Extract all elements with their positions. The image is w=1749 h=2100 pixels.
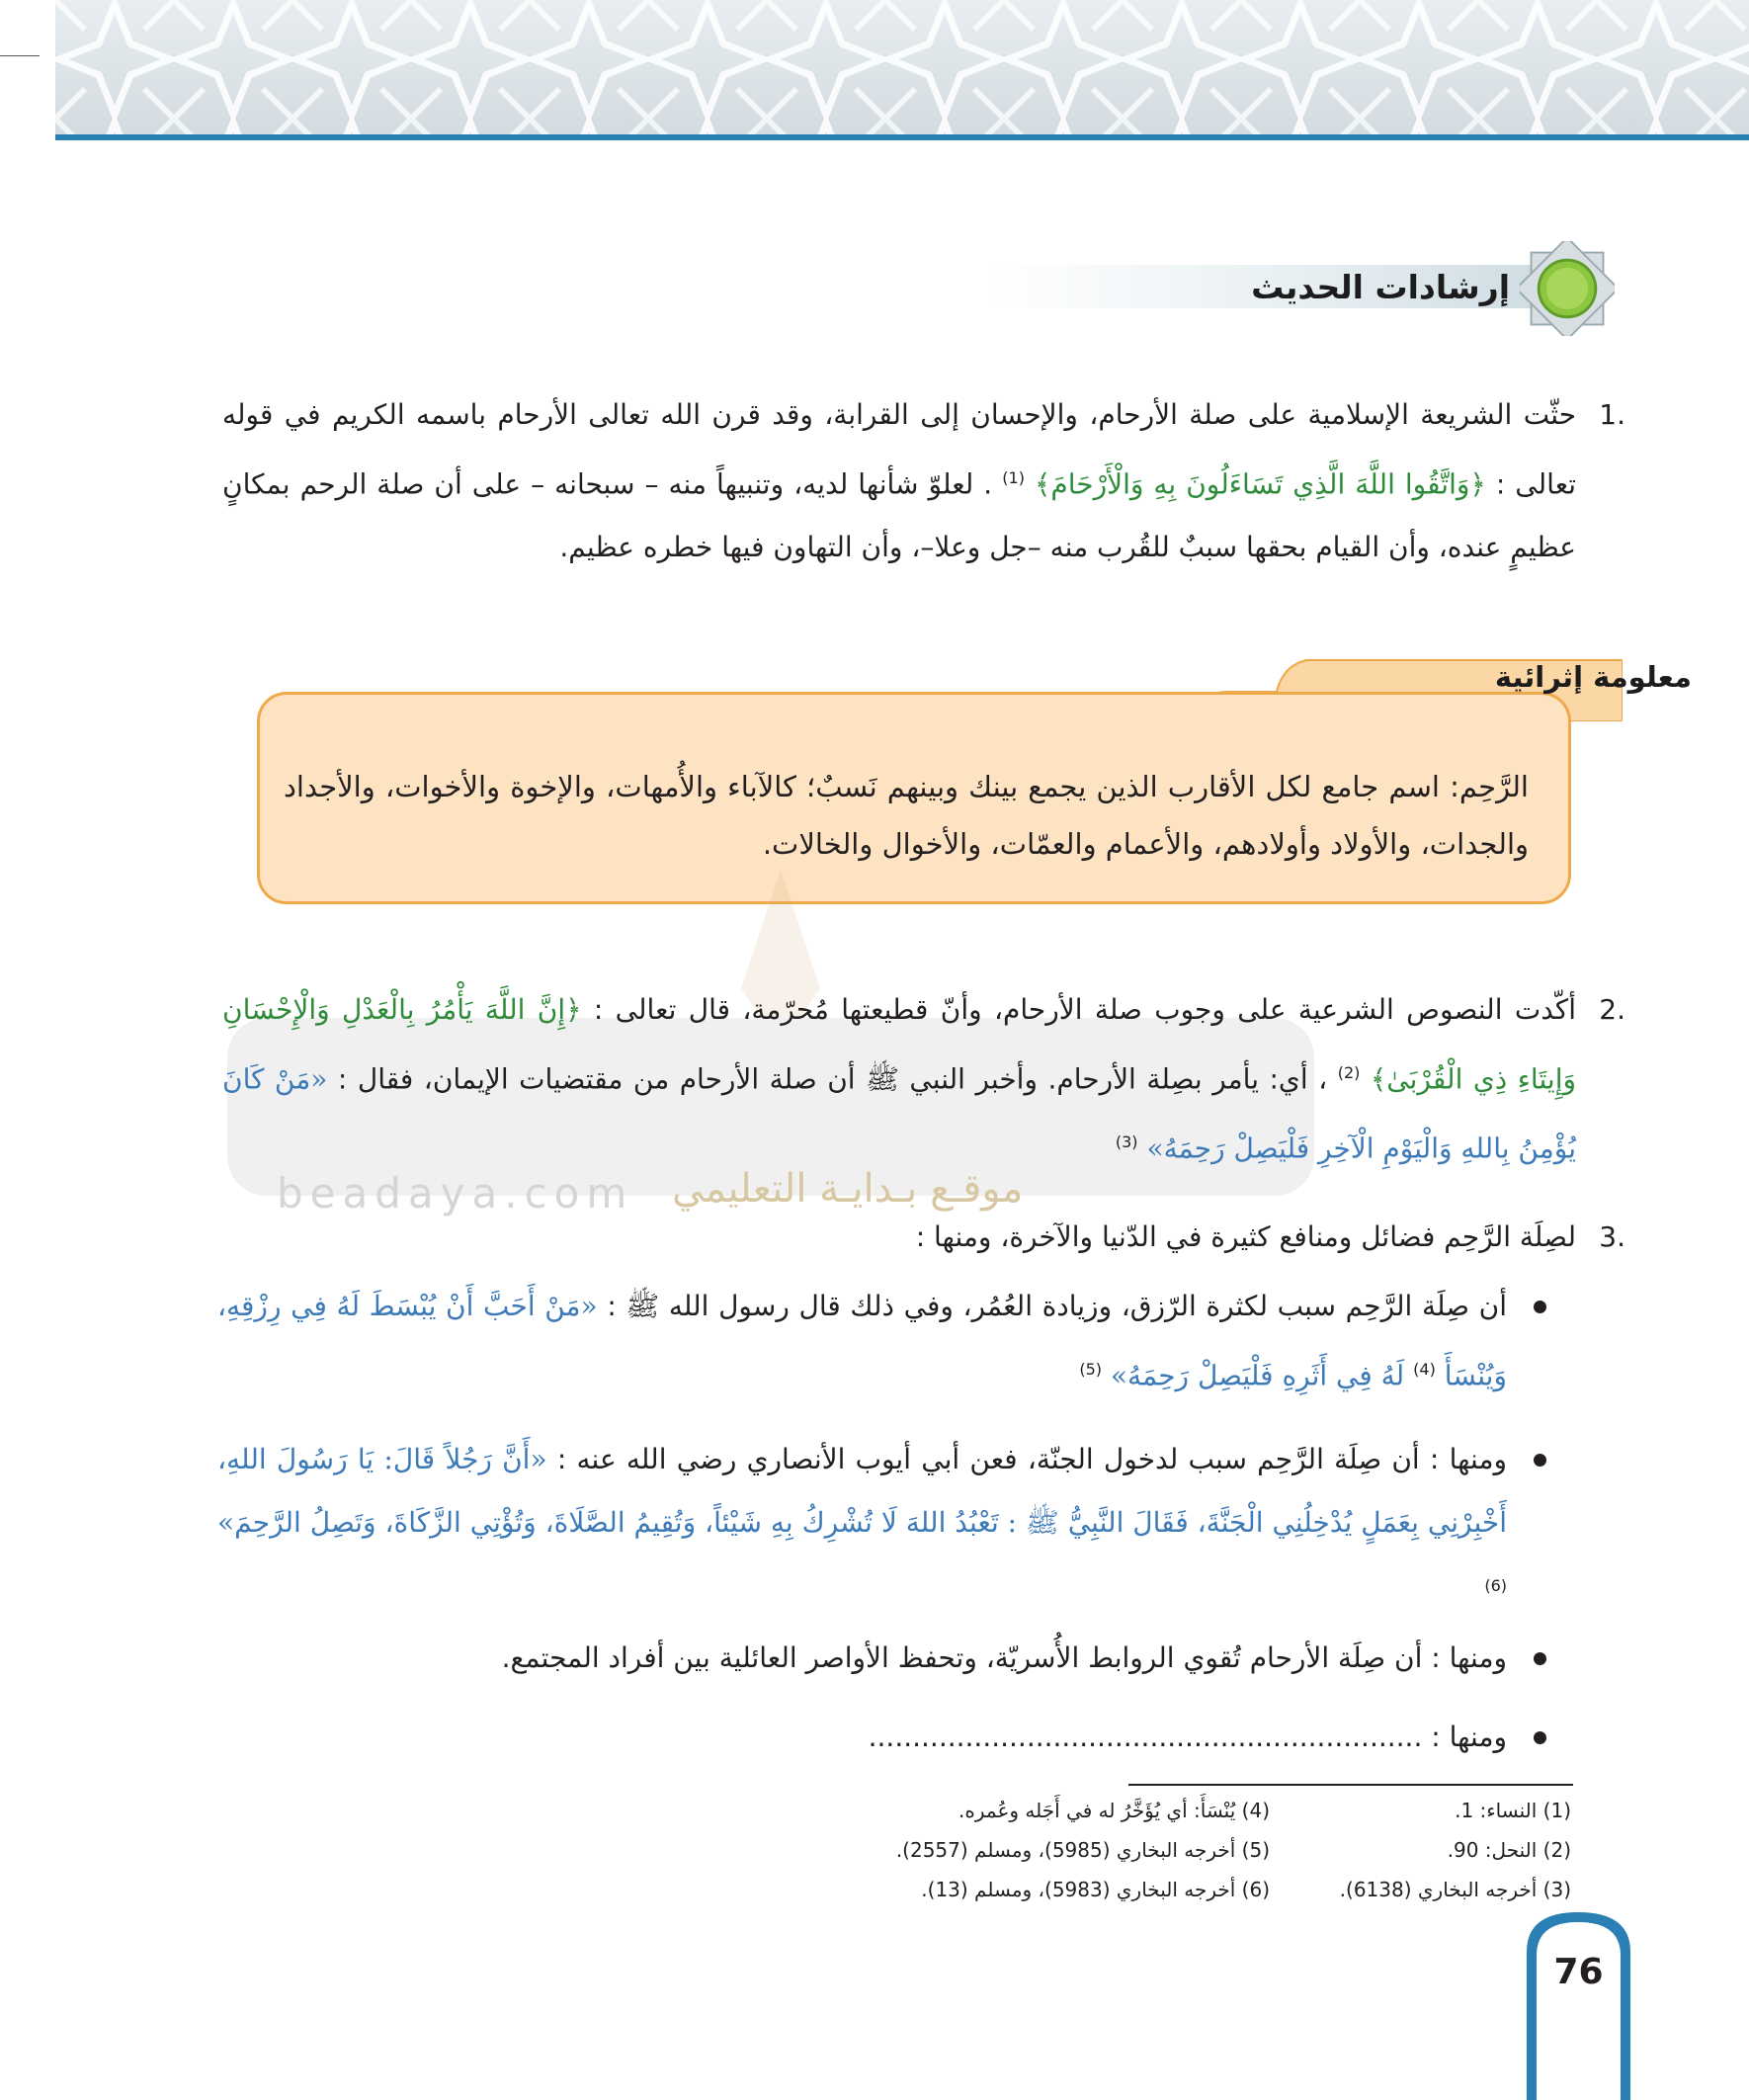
- quran-verse: ﴿إِنَّ اللَّهَ يَأْمُرُ بِالْعَدْلِ وَالْإِحْسَانِ وَإِيتَاءِ ذِي الْقُرْبَىٰ﴾: [222, 993, 1576, 1096]
- star-medal-icon: [1520, 241, 1615, 336]
- point-2: [222, 978, 1625, 1181]
- point-text: ، أي: يأمر بصِلة الأرحام. وأخبر النبي ﷺ أن صلة الأرحام من مقتضيات الإيمان، فقال :: [337, 1062, 1328, 1096]
- footnote-ref: (2): [1337, 1063, 1361, 1082]
- bullet-dot: [1534, 1652, 1546, 1665]
- footnote: (1) النساء: 1.: [1455, 1799, 1571, 1822]
- page-number: 76: [1553, 1952, 1604, 1992]
- point-number: .3: [1599, 1220, 1625, 1253]
- hadith-text: «مَنْ أَحَبَّ أَنْ يُبْسَطَ لَهُ فِي رِزْقِهِ، وَيُنْسَأَ: [217, 1290, 1507, 1392]
- hadith-text: «مَنْ كَانَ يُؤْمِنُ بِاللهِ وَالْيَوْمِ الْآخِرِ فَلْيَصِلْ رَحِمَهُ»: [222, 1062, 1576, 1165]
- hadith-text: «أَنَّ رَجُلاً قَالَ: يَا رَسُولَ اللهِ، أَخْبِرْنِي بِعَمَلٍ يُدْخِلُنِي الْجَنَّةَ، فَقَالَ النَّبِيُّ ﷺ : تَعْبُدُ اللهَ لَا تُشْرِكُ بِهِ شَيْئاً، وَتُقِيمُ الصَّلَاةَ، وَتُؤْتِي الزَّكَاةَ، وَتَصِلُ الرَّحِمَ»: [217, 1443, 1507, 1539]
- header-rule: [55, 134, 1749, 140]
- point-1: [222, 383, 1625, 579]
- footnote-ref: (1): [1002, 468, 1025, 487]
- geometric-pattern-icon: [55, 0, 1749, 138]
- bullet-dot: [1534, 1731, 1546, 1744]
- bullet-dot: [1534, 1301, 1546, 1313]
- footnote: (3) أخرجه البخاري (6138).: [1339, 1878, 1571, 1901]
- info-label: معلومة إثرائية: [1494, 660, 1692, 694]
- bullet-text: ومنها : أن صِلَة الرَّحِم سبب لدخول الجنّة، فعن أبي أيوب الأنصاري رضي الله عنه :: [556, 1443, 1508, 1475]
- point-text: لصِلَة الرَّحِم فضائل ومنافع كثيرة في الدّنيا والآخرة، ومنها :: [915, 1220, 1576, 1253]
- quran-verse: ﴿وَاتَّقُوا اللَّهَ الَّذِي تَسَاءَلُونَ بِهِ وَالْأَرْحَامَ﴾: [1035, 467, 1486, 501]
- bullet-item: [217, 1706, 1507, 1769]
- footnote: (5) أخرجه البخاري (5985)، ومسلم (2557).: [895, 1838, 1270, 1862]
- bullet-dot: [1534, 1454, 1546, 1467]
- point-text: حثّت الشريعة الإسلامية على صلة الأرحام، والإحسان إلى القرابة، وقد قرن الله تعالى الأرحام باسمه الكريم في قوله تعالى :: [222, 398, 1577, 501]
- section-header: [1251, 247, 1601, 326]
- bullet-item: [217, 1428, 1507, 1624]
- bullet-text: ومنها : أن صِلَة الأرحام تُقوي الروابط الأُسريّة، وتحفظ الأواصر العائلية بين أفراد المجتمع.: [501, 1641, 1507, 1674]
- point-3: [222, 1206, 1625, 1269]
- page-number-tab: [1527, 1912, 1630, 2100]
- crop-mark: [0, 55, 40, 56]
- point-number: .1: [1599, 398, 1625, 431]
- footnote-rule: [1128, 1784, 1573, 1786]
- footnote-ref: (5): [1079, 1360, 1102, 1379]
- point-text: أكّدت النصوص الشرعية على وجوب صلة الأرحام، وأنّ قطيعتها مُحرّمة، قال تعالى :: [593, 993, 1576, 1026]
- hadith-text: لَهُ فِي أَثَرِهِ فَلْيَصِلْ رَحِمَهُ»: [1110, 1359, 1405, 1392]
- footnote: (4) يُنْسَأَ: أي يُؤَخَّرُ له في أَجَله وعُمره.: [958, 1799, 1270, 1822]
- watermark-tagline: موقـع بـدايـة التعليمي: [672, 1166, 1024, 1212]
- footnote-ref: (4): [1413, 1360, 1436, 1379]
- info-text: الرَّحِم: اسم جامع لكل الأقارب الذين يجمع بينك وبينهم نَسبٌ؛ كالآباء والأُمهات، والإخوة والأخوات، والأجداد والجدات، والأولاد وأولادهم، والأعمام والعمّات، والأخوال والخالات.: [284, 770, 1529, 861]
- footnote-ref: (3): [1115, 1133, 1138, 1152]
- bullet-item: [217, 1627, 1507, 1690]
- point-number: .2: [1599, 993, 1625, 1026]
- header-pattern-band: [55, 0, 1749, 138]
- section-title: إرشادات الحديث: [1251, 267, 1510, 306]
- footnote-ref: (6): [1484, 1576, 1507, 1595]
- watermark-site: beadaya.com: [277, 1169, 634, 1218]
- info-box: [257, 692, 1571, 904]
- footnote: (2) النحل: 90.: [1447, 1838, 1571, 1862]
- bullet-text: ومنها : ...............................................................: [868, 1721, 1507, 1753]
- bullet-text: أن صِلَة الرَّحِم سبب لكثرة الرّزق، وزيادة العُمُر، وفي ذلك قال رسول الله ﷺ :: [607, 1290, 1507, 1322]
- bullet-item: [217, 1275, 1507, 1407]
- point-text: . لعلوّ شأنها لديه، وتنبيهاً منه – سبحانه – على أن صلة الرحم بمكانٍ عظيمٍ عنده، وأن القيام بحقها سببٌ للقُرب منه –جل وعلا–، وأن التهاون فيها خطره عظيم.: [222, 467, 1576, 564]
- footnote: (6) أخرجه البخاري (5983)، ومسلم (13).: [921, 1878, 1270, 1901]
